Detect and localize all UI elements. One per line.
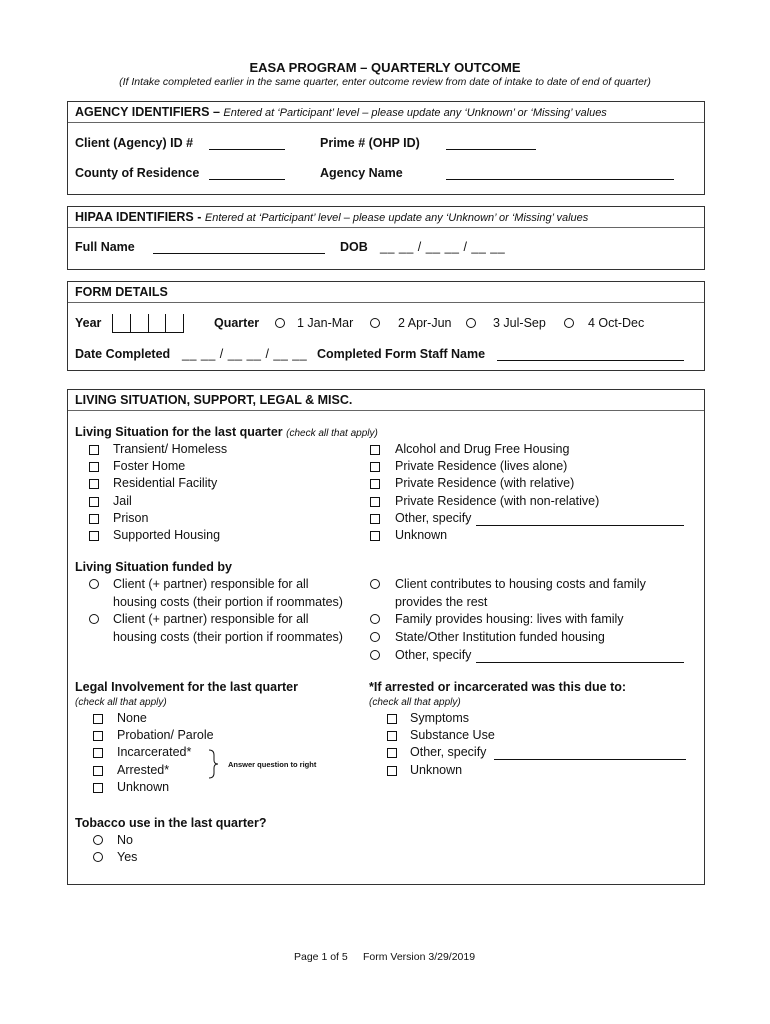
arrest-substance-label: Substance Use	[410, 728, 495, 742]
situation-residential-checkbox[interactable]	[89, 479, 99, 489]
agency-name-field[interactable]	[446, 179, 674, 180]
situation-foster-label: Foster Home	[113, 459, 186, 473]
tobacco-label: Tobacco use in the last quarter?	[75, 816, 267, 830]
legal-label: Legal Involvement for the last quarter	[75, 680, 298, 694]
page-number: Page 1 of 5	[294, 951, 348, 963]
agency-header	[68, 102, 704, 123]
funded-contributes-radio[interactable]	[370, 579, 380, 589]
quarter-3-label: 3 Jul-Sep	[493, 316, 546, 330]
county-label: County of Residence	[75, 166, 200, 180]
arrest-symptoms-checkbox[interactable]	[387, 714, 397, 724]
arrest-unknown-checkbox[interactable]	[387, 766, 397, 776]
legal-note: (check all that apply)	[75, 697, 167, 708]
funded-client-2-label-a: Client (+ partner) responsible for all	[113, 612, 309, 626]
quarter-2-label: 2 Apr-Jun	[398, 316, 452, 330]
form-details-header	[68, 282, 704, 303]
situation-note: (check all that apply)	[286, 428, 378, 439]
living-situation-section	[67, 389, 705, 885]
hipaa-identifiers-section	[67, 206, 705, 270]
tobacco-no-label: No	[117, 833, 133, 847]
funded-client-2-label-b: housing costs (their portion if roommates)	[113, 630, 343, 644]
situation-supported-label: Supported Housing	[113, 528, 221, 542]
arrest-substance-checkbox[interactable]	[387, 731, 397, 741]
legal-none-checkbox[interactable]	[93, 714, 103, 724]
situation-alone-label: Private Residence (lives alone)	[395, 459, 568, 473]
situation-jail-checkbox[interactable]	[89, 497, 99, 507]
client-id-label: Client (Agency) ID #	[75, 136, 194, 150]
full-name-label: Full Name	[75, 240, 135, 254]
funded-other-radio[interactable]	[370, 650, 380, 660]
staff-name-field[interactable]	[497, 360, 684, 361]
situation-transient-checkbox[interactable]	[89, 445, 99, 455]
situation-alcohol-free-checkbox[interactable]	[370, 445, 380, 455]
prime-field[interactable]	[446, 149, 536, 150]
agency-note: Entered at ‘Participant’ level – please update any ‘Unknown’ or ‘Missing’ values	[223, 107, 607, 119]
quarter-1-label: 1 Jan-Mar	[297, 316, 354, 330]
hipaa-note: Entered at ‘Participant’ level – please update any ‘Unknown’ or ‘Missing’ values	[204, 212, 589, 224]
date-completed-label: Date Completed	[75, 347, 171, 361]
situation-unknown-label: Unknown	[395, 528, 448, 542]
staff-name-label: Completed Form Staff Name	[317, 347, 486, 361]
legal-incarcerated-label: Incarcerated*	[117, 745, 192, 759]
situation-other-field[interactable]	[476, 525, 684, 526]
hipaa-heading: HIPAA IDENTIFIERS -	[75, 210, 202, 224]
answer-note: Answer question to right	[228, 760, 317, 769]
living-header	[68, 390, 704, 411]
funded-client-2-radio[interactable]	[89, 614, 99, 624]
situation-jail-label: Jail	[113, 494, 132, 508]
situation-relative-checkbox[interactable]	[370, 479, 380, 489]
arrest-other-label: Other, specify	[410, 745, 487, 759]
situation-prison-label: Prison	[113, 511, 149, 525]
agency-identifiers-section	[67, 101, 705, 195]
situation-prison-checkbox[interactable]	[89, 514, 99, 524]
situation-foster-checkbox[interactable]	[89, 462, 99, 472]
situation-non-relative-label: Private Residence (with non-relative)	[395, 494, 600, 508]
situation-other-checkbox[interactable]	[370, 514, 380, 524]
year-label: Year	[75, 316, 102, 330]
situation-alone-checkbox[interactable]	[370, 462, 380, 472]
brace-icon	[207, 749, 219, 779]
hipaa-header	[68, 207, 704, 228]
quarter-2-radio[interactable]	[370, 318, 380, 328]
form-details-section	[67, 281, 705, 371]
funded-client-1-label-b: housing costs (their portion if roommates)	[113, 595, 343, 609]
quarter-4-radio[interactable]	[564, 318, 574, 328]
funded-other-label: Other, specify	[395, 648, 472, 662]
legal-arrested-label: Arrested*	[117, 763, 170, 777]
legal-probation-checkbox[interactable]	[93, 731, 103, 741]
tobacco-yes-label: Yes	[117, 850, 138, 864]
dob-field[interactable]: __ __ / __ __ / __ __	[380, 240, 506, 254]
form-subtitle: (If Intake completed earlier in the same quarter, enter outcome review from date of intake to date of end of quarter)	[119, 76, 651, 88]
arrest-unknown-label: Unknown	[410, 763, 463, 777]
arrest-note: (check all that apply)	[369, 697, 461, 708]
legal-incarcerated-checkbox[interactable]	[93, 748, 103, 758]
funded-contributes-label-b: provides the rest	[395, 595, 488, 609]
funded-contributes-label-a: Client contributes to housing costs and family	[395, 577, 646, 591]
funded-state-label: State/Other Institution funded housing	[395, 630, 605, 644]
form-details-heading: FORM DETAILS	[75, 285, 168, 299]
prime-label: Prime # (OHP ID)	[320, 136, 420, 150]
arrest-label: *If arrested or incarcerated was this due to:	[369, 680, 627, 694]
situation-other-label: Other, specify	[395, 511, 472, 525]
county-field[interactable]	[209, 179, 285, 180]
living-heading: LIVING SITUATION, SUPPORT, LEGAL & MISC.	[75, 393, 353, 407]
situation-supported-checkbox[interactable]	[89, 531, 99, 541]
situation-residential-label: Residential Facility	[113, 476, 218, 490]
situation-label: Living Situation for the last quarter (check all that apply)	[75, 425, 378, 439]
legal-unknown-checkbox[interactable]	[93, 783, 103, 793]
legal-arrested-checkbox[interactable]	[93, 766, 103, 776]
form-title: EASA PROGRAM – QUARTERLY OUTCOME	[249, 60, 521, 75]
legal-probation-label: Probation/ Parole	[117, 728, 214, 742]
full-name-field[interactable]	[153, 253, 325, 254]
dob-label: DOB	[340, 240, 368, 254]
date-completed-field[interactable]: __ __ / __ __ / __ __	[182, 347, 308, 361]
tobacco-no-radio[interactable]	[93, 835, 103, 845]
funded-state-radio[interactable]	[370, 632, 380, 642]
situation-relative-label: Private Residence (with relative)	[395, 476, 575, 490]
quarter-4-label: 4 Oct-Dec	[588, 316, 645, 330]
funded-other-field[interactable]	[476, 662, 684, 663]
funded-family-radio[interactable]	[370, 614, 380, 624]
situation-non-relative-checkbox[interactable]	[370, 497, 380, 507]
quarter-1-radio[interactable]	[275, 318, 285, 328]
quarter-label: Quarter	[214, 316, 260, 330]
arrest-other-field[interactable]	[494, 759, 686, 760]
situation-alcohol-free-label: Alcohol and Drug Free Housing	[395, 442, 570, 456]
legal-none-label: None	[117, 711, 147, 725]
quarter-3-radio[interactable]	[466, 318, 476, 328]
form-version: Form Version 3/29/2019	[363, 951, 476, 963]
agency-heading: AGENCY IDENTIFIERS –	[75, 105, 220, 119]
agency-name-label: Agency Name	[320, 166, 403, 180]
tobacco-yes-radio[interactable]	[93, 852, 103, 862]
funded-client-1-label-a: Client (+ partner) responsible for all	[113, 577, 309, 591]
funded-client-1-radio[interactable]	[89, 579, 99, 589]
arrest-symptoms-label: Symptoms	[410, 711, 470, 725]
client-id-field[interactable]	[209, 149, 285, 150]
situation-unknown-checkbox[interactable]	[370, 531, 380, 541]
funded-family-label: Family provides housing: lives with family	[395, 612, 624, 626]
year-input[interactable]	[112, 314, 184, 333]
funded-label: Living Situation funded by	[75, 560, 232, 574]
situation-transient-label: Transient/ Homeless	[113, 442, 228, 456]
legal-unknown-label: Unknown	[117, 780, 170, 794]
arrest-other-checkbox[interactable]	[387, 748, 397, 758]
